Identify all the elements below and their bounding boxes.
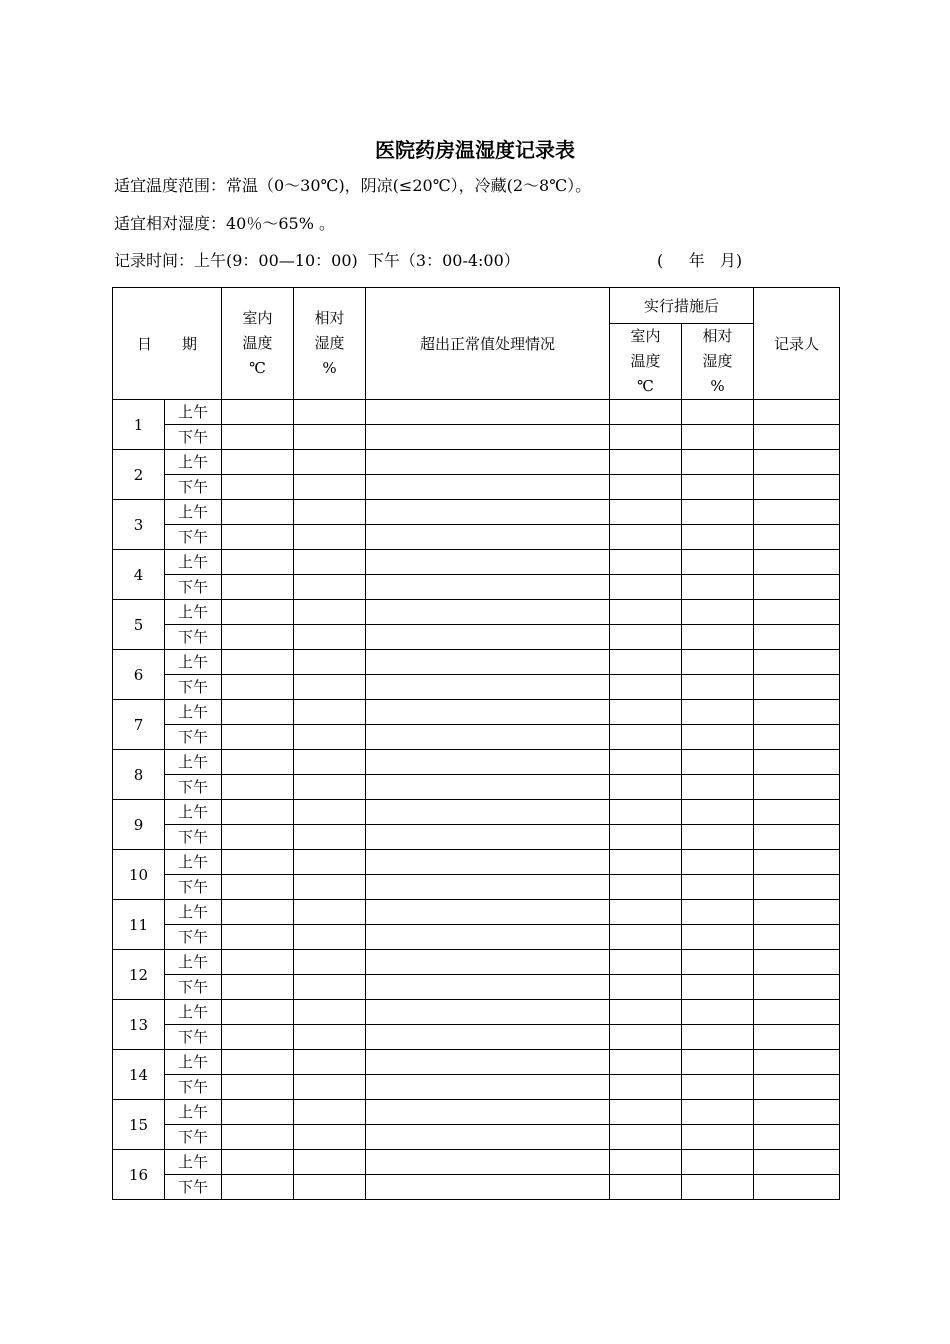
after-relative-humidity-cell[interactable] bbox=[682, 700, 754, 725]
recorder-cell[interactable] bbox=[754, 575, 840, 600]
indoor-temp-cell[interactable] bbox=[222, 925, 294, 950]
relative-humidity-cell[interactable] bbox=[294, 875, 366, 900]
recorder-cell[interactable] bbox=[754, 975, 840, 1000]
recorder-cell[interactable] bbox=[754, 425, 840, 450]
after-indoor-temp-cell[interactable] bbox=[610, 700, 682, 725]
after-indoor-temp-cell[interactable] bbox=[610, 1025, 682, 1050]
afternoon-label: 下午 bbox=[165, 925, 222, 950]
relative-humidity-cell[interactable] bbox=[294, 650, 366, 675]
relative-humidity-cell[interactable] bbox=[294, 750, 366, 775]
after-relative-humidity-cell[interactable] bbox=[682, 1125, 754, 1150]
relative-humidity-cell[interactable] bbox=[294, 400, 366, 425]
indoor-temp-cell[interactable] bbox=[222, 550, 294, 575]
after-indoor-temp-cell[interactable] bbox=[610, 475, 682, 500]
relative-humidity-header bbox=[294, 288, 366, 400]
table-row bbox=[113, 675, 840, 700]
indoor-temp-header bbox=[222, 288, 294, 400]
after-relative-humidity-cell[interactable] bbox=[682, 1000, 754, 1025]
indoor-temp-cell[interactable] bbox=[222, 750, 294, 775]
header-line: ℃ bbox=[637, 377, 654, 395]
relative-humidity-cell[interactable] bbox=[294, 1150, 366, 1175]
relative-humidity-cell[interactable] bbox=[294, 925, 366, 950]
table-row bbox=[113, 825, 840, 850]
afternoon-label: 下午 bbox=[165, 825, 222, 850]
recorder-cell[interactable] bbox=[754, 850, 840, 875]
year-month-field: ( 年 月) bbox=[657, 251, 743, 270]
handling-cell[interactable] bbox=[366, 1025, 610, 1050]
table-row bbox=[113, 750, 840, 775]
relative-humidity-cell[interactable] bbox=[294, 1050, 366, 1075]
recorder-cell[interactable] bbox=[754, 775, 840, 800]
recorder-cell[interactable] bbox=[754, 650, 840, 675]
recorder-cell[interactable] bbox=[754, 1050, 840, 1075]
table-row bbox=[113, 1175, 840, 1200]
day-number: 7 bbox=[113, 700, 165, 750]
handling-cell[interactable] bbox=[366, 625, 610, 650]
indoor-temp-cell[interactable] bbox=[222, 900, 294, 925]
morning-label: 上午 bbox=[165, 400, 222, 425]
handling-cell[interactable] bbox=[366, 675, 610, 700]
afternoon-label: 下午 bbox=[165, 1125, 222, 1150]
after-indoor-temp-cell[interactable] bbox=[610, 750, 682, 775]
relative-humidity-cell[interactable] bbox=[294, 975, 366, 1000]
header-line: 室内 bbox=[242, 309, 273, 327]
indoor-temp-cell[interactable] bbox=[222, 800, 294, 825]
handling-cell[interactable] bbox=[366, 500, 610, 525]
indoor-temp-cell[interactable] bbox=[222, 775, 294, 800]
day-number: 6 bbox=[113, 650, 165, 700]
after-indoor-temp-cell[interactable] bbox=[610, 450, 682, 475]
after-relative-humidity-cell[interactable] bbox=[682, 975, 754, 1000]
handling-cell[interactable] bbox=[366, 850, 610, 875]
after-relative-humidity-cell[interactable] bbox=[682, 1150, 754, 1175]
day-number: 12 bbox=[113, 950, 165, 1000]
indoor-temp-cell[interactable] bbox=[222, 425, 294, 450]
indoor-temp-cell[interactable] bbox=[222, 650, 294, 675]
after-relative-humidity-cell[interactable] bbox=[682, 600, 754, 625]
morning-label: 上午 bbox=[165, 450, 222, 475]
afternoon-label: 下午 bbox=[165, 1175, 222, 1200]
after-relative-humidity-cell[interactable] bbox=[682, 900, 754, 925]
afternoon-label: 下午 bbox=[165, 725, 222, 750]
indoor-temp-cell[interactable] bbox=[222, 625, 294, 650]
header-line: 温度 bbox=[630, 352, 661, 370]
after-indoor-temp-cell[interactable] bbox=[610, 800, 682, 825]
recorder-cell[interactable] bbox=[754, 700, 840, 725]
after-relative-humidity-cell[interactable] bbox=[682, 800, 754, 825]
day-number: 11 bbox=[113, 900, 165, 950]
handling-cell[interactable] bbox=[366, 975, 610, 1000]
indoor-temp-cell[interactable] bbox=[222, 475, 294, 500]
recorder-cell[interactable] bbox=[754, 500, 840, 525]
afternoon-label: 下午 bbox=[165, 525, 222, 550]
relative-humidity-cell[interactable] bbox=[294, 725, 366, 750]
handling-cell[interactable] bbox=[366, 1000, 610, 1025]
table-row bbox=[113, 1100, 840, 1125]
header-line: ℃ bbox=[249, 359, 266, 377]
relative-humidity-cell[interactable] bbox=[294, 575, 366, 600]
after-indoor-temp-header bbox=[610, 324, 682, 400]
recorder-cell[interactable] bbox=[754, 675, 840, 700]
day-number: 2 bbox=[113, 450, 165, 500]
relative-humidity-cell[interactable] bbox=[294, 1125, 366, 1150]
header-line: 室内 bbox=[630, 327, 661, 345]
recorder-cell[interactable] bbox=[754, 750, 840, 775]
after-indoor-temp-cell[interactable] bbox=[610, 425, 682, 450]
table-row bbox=[113, 1075, 840, 1100]
after-relative-humidity-cell[interactable] bbox=[682, 650, 754, 675]
after-indoor-temp-cell[interactable] bbox=[610, 1075, 682, 1100]
after-relative-humidity-cell[interactable] bbox=[682, 400, 754, 425]
morning-label: 上午 bbox=[165, 700, 222, 725]
recorder-cell[interactable] bbox=[754, 600, 840, 625]
day-number: 9 bbox=[113, 800, 165, 850]
day-number: 16 bbox=[113, 1150, 165, 1200]
table-row bbox=[113, 1125, 840, 1150]
handling-cell[interactable] bbox=[366, 1125, 610, 1150]
relative-humidity-cell[interactable] bbox=[294, 1025, 366, 1050]
relative-humidity-cell[interactable] bbox=[294, 450, 366, 475]
table-row bbox=[113, 625, 840, 650]
table-row bbox=[113, 975, 840, 1000]
indoor-temp-cell[interactable] bbox=[222, 850, 294, 875]
table-row bbox=[113, 575, 840, 600]
indoor-temp-cell[interactable] bbox=[222, 825, 294, 850]
after-relative-humidity-cell[interactable] bbox=[682, 850, 754, 875]
relative-humidity-cell[interactable] bbox=[294, 550, 366, 575]
after-indoor-temp-cell[interactable] bbox=[610, 1000, 682, 1025]
after-relative-humidity-cell[interactable] bbox=[682, 525, 754, 550]
after-relative-humidity-cell[interactable] bbox=[682, 575, 754, 600]
handling-cell[interactable] bbox=[366, 550, 610, 575]
header-line: 温度 bbox=[242, 334, 273, 352]
relative-humidity-cell[interactable] bbox=[294, 500, 366, 525]
indoor-temp-cell[interactable] bbox=[222, 600, 294, 625]
after-indoor-temp-cell[interactable] bbox=[610, 925, 682, 950]
table-row bbox=[113, 500, 840, 525]
morning-label: 上午 bbox=[165, 500, 222, 525]
day-number: 15 bbox=[113, 1100, 165, 1150]
table-row bbox=[113, 1000, 840, 1025]
relative-humidity-cell[interactable] bbox=[294, 675, 366, 700]
recorder-cell[interactable] bbox=[754, 900, 840, 925]
after-indoor-temp-cell[interactable] bbox=[610, 775, 682, 800]
header-line: % bbox=[710, 377, 725, 395]
recorder-cell[interactable] bbox=[754, 1100, 840, 1125]
day-number: 1 bbox=[113, 400, 165, 450]
recorder-cell[interactable] bbox=[754, 825, 840, 850]
after-indoor-temp-cell[interactable] bbox=[610, 500, 682, 525]
table-row bbox=[113, 850, 840, 875]
after-indoor-temp-cell[interactable] bbox=[610, 1150, 682, 1175]
table-row bbox=[113, 775, 840, 800]
morning-label: 上午 bbox=[165, 950, 222, 975]
morning-label: 上午 bbox=[165, 650, 222, 675]
indoor-temp-cell[interactable] bbox=[222, 575, 294, 600]
indoor-temp-cell[interactable] bbox=[222, 1025, 294, 1050]
indoor-temp-cell[interactable] bbox=[222, 450, 294, 475]
afternoon-label: 下午 bbox=[165, 425, 222, 450]
after-relative-humidity-cell[interactable] bbox=[682, 750, 754, 775]
relative-humidity-cell[interactable] bbox=[294, 700, 366, 725]
afternoon-label: 下午 bbox=[165, 1075, 222, 1100]
handling-cell[interactable] bbox=[366, 1100, 610, 1125]
handling-cell[interactable] bbox=[366, 525, 610, 550]
humidity-range-text: 适宜相对湿度：40％～65% 。 bbox=[114, 214, 336, 233]
recorder-cell[interactable] bbox=[754, 1075, 840, 1100]
table-row bbox=[113, 650, 840, 675]
handling-cell[interactable] bbox=[366, 650, 610, 675]
record-time-text: 记录时间：上午(9：00—10：00) 下午（3：00-4:00） bbox=[114, 251, 520, 270]
handling-cell[interactable] bbox=[366, 725, 610, 750]
after-relative-humidity-cell[interactable] bbox=[682, 475, 754, 500]
relative-humidity-cell[interactable] bbox=[294, 425, 366, 450]
recorder-cell[interactable] bbox=[754, 475, 840, 500]
table-row bbox=[113, 1050, 840, 1075]
handling-cell[interactable] bbox=[366, 775, 610, 800]
relative-humidity-cell[interactable] bbox=[294, 900, 366, 925]
indoor-temp-cell[interactable] bbox=[222, 875, 294, 900]
recorder-cell[interactable] bbox=[754, 925, 840, 950]
relative-humidity-cell[interactable] bbox=[294, 800, 366, 825]
recorder-cell[interactable] bbox=[754, 950, 840, 975]
after-relative-humidity-cell[interactable] bbox=[682, 675, 754, 700]
recorder-cell[interactable] bbox=[754, 1000, 840, 1025]
indoor-temp-cell[interactable] bbox=[222, 1075, 294, 1100]
morning-label: 上午 bbox=[165, 1000, 222, 1025]
after-indoor-temp-cell[interactable] bbox=[610, 400, 682, 425]
handling-cell[interactable] bbox=[366, 400, 610, 425]
day-number: 5 bbox=[113, 600, 165, 650]
indoor-temp-cell[interactable] bbox=[222, 700, 294, 725]
page-title: 医院药房温湿度记录表 bbox=[375, 138, 575, 162]
recorder-cell[interactable] bbox=[754, 1150, 840, 1175]
handling-cell[interactable] bbox=[366, 875, 610, 900]
handling-cell[interactable] bbox=[366, 450, 610, 475]
record-table bbox=[112, 287, 840, 1200]
relative-humidity-cell[interactable] bbox=[294, 825, 366, 850]
recorder-cell[interactable] bbox=[754, 625, 840, 650]
after-relative-humidity-cell[interactable] bbox=[682, 950, 754, 975]
relative-humidity-cell[interactable] bbox=[294, 1100, 366, 1125]
day-number: 3 bbox=[113, 500, 165, 550]
after-indoor-temp-cell[interactable] bbox=[610, 1100, 682, 1125]
afternoon-label: 下午 bbox=[165, 975, 222, 1000]
indoor-temp-cell[interactable] bbox=[222, 1050, 294, 1075]
afternoon-label: 下午 bbox=[165, 875, 222, 900]
table-row bbox=[113, 700, 840, 725]
recorder-cell[interactable] bbox=[754, 400, 840, 425]
handling-cell[interactable] bbox=[366, 1175, 610, 1200]
table-row bbox=[113, 475, 840, 500]
indoor-temp-cell[interactable] bbox=[222, 1100, 294, 1125]
indoor-temp-cell[interactable] bbox=[222, 500, 294, 525]
table-row bbox=[113, 600, 840, 625]
header-line: 相对 bbox=[702, 327, 733, 345]
after-indoor-temp-cell[interactable] bbox=[610, 550, 682, 575]
afternoon-label: 下午 bbox=[165, 575, 222, 600]
table-row bbox=[113, 525, 840, 550]
after-relative-humidity-cell[interactable] bbox=[682, 1075, 754, 1100]
recorder-cell[interactable] bbox=[754, 800, 840, 825]
after-indoor-temp-cell[interactable] bbox=[610, 1175, 682, 1200]
indoor-temp-cell[interactable] bbox=[222, 1150, 294, 1175]
relative-humidity-cell[interactable] bbox=[294, 950, 366, 975]
after-relative-humidity-cell[interactable] bbox=[682, 550, 754, 575]
morning-label: 上午 bbox=[165, 600, 222, 625]
handling-cell[interactable] bbox=[366, 700, 610, 725]
after-relative-humidity-cell[interactable] bbox=[682, 1100, 754, 1125]
morning-label: 上午 bbox=[165, 850, 222, 875]
handling-cell[interactable] bbox=[366, 750, 610, 775]
after-indoor-temp-cell[interactable] bbox=[610, 725, 682, 750]
handling-cell[interactable] bbox=[366, 600, 610, 625]
after-indoor-temp-cell[interactable] bbox=[610, 575, 682, 600]
afternoon-label: 下午 bbox=[165, 625, 222, 650]
after-relative-humidity-cell[interactable] bbox=[682, 1175, 754, 1200]
afternoon-label: 下午 bbox=[165, 1025, 222, 1050]
recorder-cell[interactable] bbox=[754, 875, 840, 900]
after-relative-humidity-cell[interactable] bbox=[682, 450, 754, 475]
handling-cell[interactable] bbox=[366, 1150, 610, 1175]
table-row bbox=[113, 875, 840, 900]
afternoon-label: 下午 bbox=[165, 675, 222, 700]
after-relative-humidity-cell[interactable] bbox=[682, 425, 754, 450]
after-relative-humidity-cell[interactable] bbox=[682, 625, 754, 650]
morning-label: 上午 bbox=[165, 750, 222, 775]
handling-header: 超出正常值处理情况 bbox=[366, 288, 610, 400]
day-number: 13 bbox=[113, 1000, 165, 1050]
relative-humidity-cell[interactable] bbox=[294, 775, 366, 800]
handling-cell[interactable] bbox=[366, 800, 610, 825]
after-relative-humidity-cell[interactable] bbox=[682, 775, 754, 800]
after-indoor-temp-cell[interactable] bbox=[610, 600, 682, 625]
relative-humidity-cell[interactable] bbox=[294, 1000, 366, 1025]
recorder-cell[interactable] bbox=[754, 725, 840, 750]
day-number: 10 bbox=[113, 850, 165, 900]
handling-cell[interactable] bbox=[366, 925, 610, 950]
after-indoor-temp-cell[interactable] bbox=[610, 1050, 682, 1075]
after-relative-humidity-cell[interactable] bbox=[682, 825, 754, 850]
relative-humidity-cell[interactable] bbox=[294, 600, 366, 625]
handling-cell[interactable] bbox=[366, 825, 610, 850]
table-row bbox=[113, 925, 840, 950]
recorder-cell[interactable] bbox=[754, 1025, 840, 1050]
handling-cell[interactable] bbox=[366, 900, 610, 925]
after-measures-header: 实行措施后 bbox=[610, 288, 754, 324]
indoor-temp-cell[interactable] bbox=[222, 975, 294, 1000]
header-line: 相对 bbox=[314, 309, 345, 327]
morning-label: 上午 bbox=[165, 1050, 222, 1075]
after-indoor-temp-cell[interactable] bbox=[610, 525, 682, 550]
after-indoor-temp-cell[interactable] bbox=[610, 900, 682, 925]
after-indoor-temp-cell[interactable] bbox=[610, 675, 682, 700]
recorder-cell[interactable] bbox=[754, 450, 840, 475]
after-indoor-temp-cell[interactable] bbox=[610, 825, 682, 850]
after-indoor-temp-cell[interactable] bbox=[610, 650, 682, 675]
relative-humidity-cell[interactable] bbox=[294, 1175, 366, 1200]
after-relative-humidity-cell[interactable] bbox=[682, 725, 754, 750]
table-row bbox=[113, 550, 840, 575]
handling-cell[interactable] bbox=[366, 1050, 610, 1075]
after-indoor-temp-cell[interactable] bbox=[610, 1125, 682, 1150]
relative-humidity-cell[interactable] bbox=[294, 525, 366, 550]
after-relative-humidity-cell[interactable] bbox=[682, 925, 754, 950]
handling-cell[interactable] bbox=[366, 575, 610, 600]
indoor-temp-cell[interactable] bbox=[222, 725, 294, 750]
table-row bbox=[113, 800, 840, 825]
table-row bbox=[113, 725, 840, 750]
indoor-temp-cell[interactable] bbox=[222, 525, 294, 550]
after-indoor-temp-cell[interactable] bbox=[610, 625, 682, 650]
recorder-header: 记录人 bbox=[754, 288, 840, 400]
indoor-temp-cell[interactable] bbox=[222, 950, 294, 975]
table-row bbox=[113, 400, 840, 425]
table-row bbox=[113, 900, 840, 925]
date-header: 日 期 bbox=[113, 288, 222, 400]
morning-label: 上午 bbox=[165, 900, 222, 925]
header-line: % bbox=[322, 359, 337, 377]
table-row bbox=[113, 1150, 840, 1175]
morning-label: 上午 bbox=[165, 800, 222, 825]
recorder-cell[interactable] bbox=[754, 525, 840, 550]
indoor-temp-cell[interactable] bbox=[222, 675, 294, 700]
indoor-temp-cell[interactable] bbox=[222, 1000, 294, 1025]
after-indoor-temp-cell[interactable] bbox=[610, 850, 682, 875]
table-row bbox=[113, 450, 840, 475]
header-line: 湿度 bbox=[314, 334, 345, 352]
morning-label: 上午 bbox=[165, 550, 222, 575]
afternoon-label: 下午 bbox=[165, 775, 222, 800]
relative-humidity-cell[interactable] bbox=[294, 475, 366, 500]
after-relative-humidity-cell[interactable] bbox=[682, 1025, 754, 1050]
table-row bbox=[113, 1025, 840, 1050]
morning-label: 上午 bbox=[165, 1150, 222, 1175]
relative-humidity-cell[interactable] bbox=[294, 625, 366, 650]
after-relative-humidity-cell[interactable] bbox=[682, 1050, 754, 1075]
indoor-temp-cell[interactable] bbox=[222, 400, 294, 425]
recorder-cell[interactable] bbox=[754, 1125, 840, 1150]
handling-cell[interactable] bbox=[366, 425, 610, 450]
temperature-range-text: 适宜温度范围：常温（0～30℃)，阴凉(≤20℃），冷藏(2～8℃）。 bbox=[114, 176, 592, 195]
relative-humidity-cell[interactable] bbox=[294, 850, 366, 875]
recorder-cell[interactable] bbox=[754, 550, 840, 575]
day-number: 4 bbox=[113, 550, 165, 600]
recorder-cell[interactable] bbox=[754, 1175, 840, 1200]
indoor-temp-cell[interactable] bbox=[222, 1125, 294, 1150]
morning-label: 上午 bbox=[165, 1100, 222, 1125]
relative-humidity-cell[interactable] bbox=[294, 1075, 366, 1100]
after-indoor-temp-cell[interactable] bbox=[610, 975, 682, 1000]
table-row bbox=[113, 950, 840, 975]
after-relative-humidity-cell[interactable] bbox=[682, 500, 754, 525]
after-indoor-temp-cell[interactable] bbox=[610, 950, 682, 975]
indoor-temp-cell[interactable] bbox=[222, 1175, 294, 1200]
header-line: 湿度 bbox=[702, 352, 733, 370]
day-number: 8 bbox=[113, 750, 165, 800]
table-row bbox=[113, 425, 840, 450]
afternoon-label: 下午 bbox=[165, 475, 222, 500]
day-number: 14 bbox=[113, 1050, 165, 1100]
after-relative-humidity-header bbox=[682, 324, 754, 400]
handling-cell[interactable] bbox=[366, 1075, 610, 1100]
handling-cell[interactable] bbox=[366, 950, 610, 975]
handling-cell[interactable] bbox=[366, 475, 610, 500]
after-indoor-temp-cell[interactable] bbox=[610, 875, 682, 900]
after-relative-humidity-cell[interactable] bbox=[682, 875, 754, 900]
